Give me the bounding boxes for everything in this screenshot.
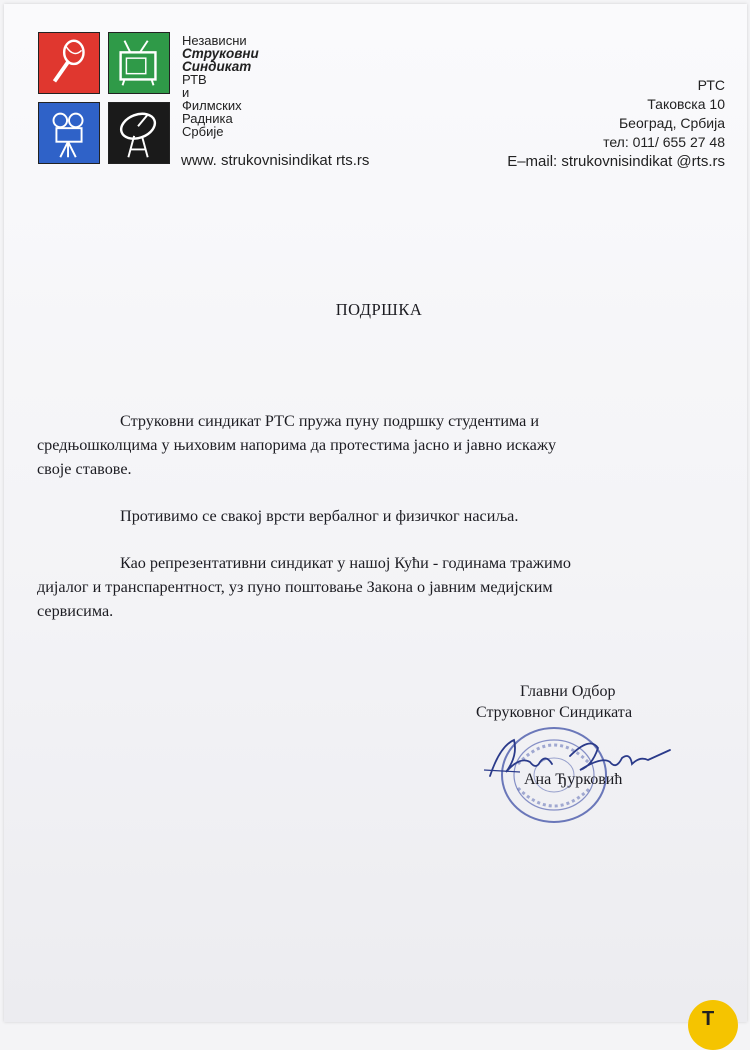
- paragraph-1-line-1: Струковни синдикат РТС пружа пуну подршку студентима и: [120, 412, 540, 430]
- org-line: и: [182, 85, 190, 100]
- website-link[interactable]: www. strukovnisindikat rts.rs: [181, 152, 370, 169]
- paragraph-2: Противимо се свакој врсти вербалног и физичког насиља.: [120, 507, 519, 525]
- contact-phone: тел: 011/ 655 27 48: [603, 134, 725, 150]
- org-line: Независни: [182, 33, 247, 48]
- org-line: РТВ: [182, 72, 207, 87]
- org-line: Србије: [182, 124, 224, 139]
- paragraph-3-line-3: сервисима.: [37, 602, 114, 620]
- contact-name: РТС: [697, 77, 725, 93]
- badge-glyph: T: [702, 1008, 715, 1030]
- contact-city: Београд, Србија: [618, 115, 725, 131]
- letter-body: [37, 409, 680, 623]
- paragraph-3-line-1: Као репрезентативни синдикат у нашој Кући - годинама тражимо: [120, 554, 571, 572]
- signature-union: Струковног Синдиката: [476, 704, 633, 721]
- organization-name: [182, 34, 259, 138]
- signature-board: Главни Одбор: [520, 683, 616, 700]
- org-line: Струковни: [182, 46, 259, 61]
- contact-block: [507, 76, 725, 171]
- microphone-icon: [38, 32, 100, 94]
- org-line: Филмских: [182, 98, 242, 113]
- app-badge-icon[interactable]: [688, 1000, 738, 1050]
- satellite-dish-icon: [108, 102, 170, 164]
- org-line: Радника: [182, 111, 233, 126]
- paragraph-1-line-3: своје ставове.: [37, 460, 132, 478]
- letter-page: [4, 4, 747, 1030]
- signatory-name: Ана Ђурковић: [524, 771, 623, 788]
- paragraph-3-line-2: дијалог и транспарентност, уз пуно поштовање Закона о јавним медијским: [37, 578, 553, 596]
- paragraph-1-line-2: средњошколцима у њиховим напорима да протестима јасно и јавно искажу: [37, 436, 557, 454]
- org-line: Синдикат: [182, 59, 252, 74]
- contact-email[interactable]: E–mail: strukovnisindikat @rts.rs: [507, 153, 725, 170]
- paragraph-1: [37, 409, 680, 481]
- union-logo: [38, 32, 172, 168]
- contact-street: Таковска 10: [647, 96, 725, 112]
- television-icon: [108, 32, 170, 94]
- letter-title: ПОДРШКА: [335, 300, 423, 319]
- paragraph-3: [37, 551, 680, 623]
- film-camera-icon: [38, 102, 100, 164]
